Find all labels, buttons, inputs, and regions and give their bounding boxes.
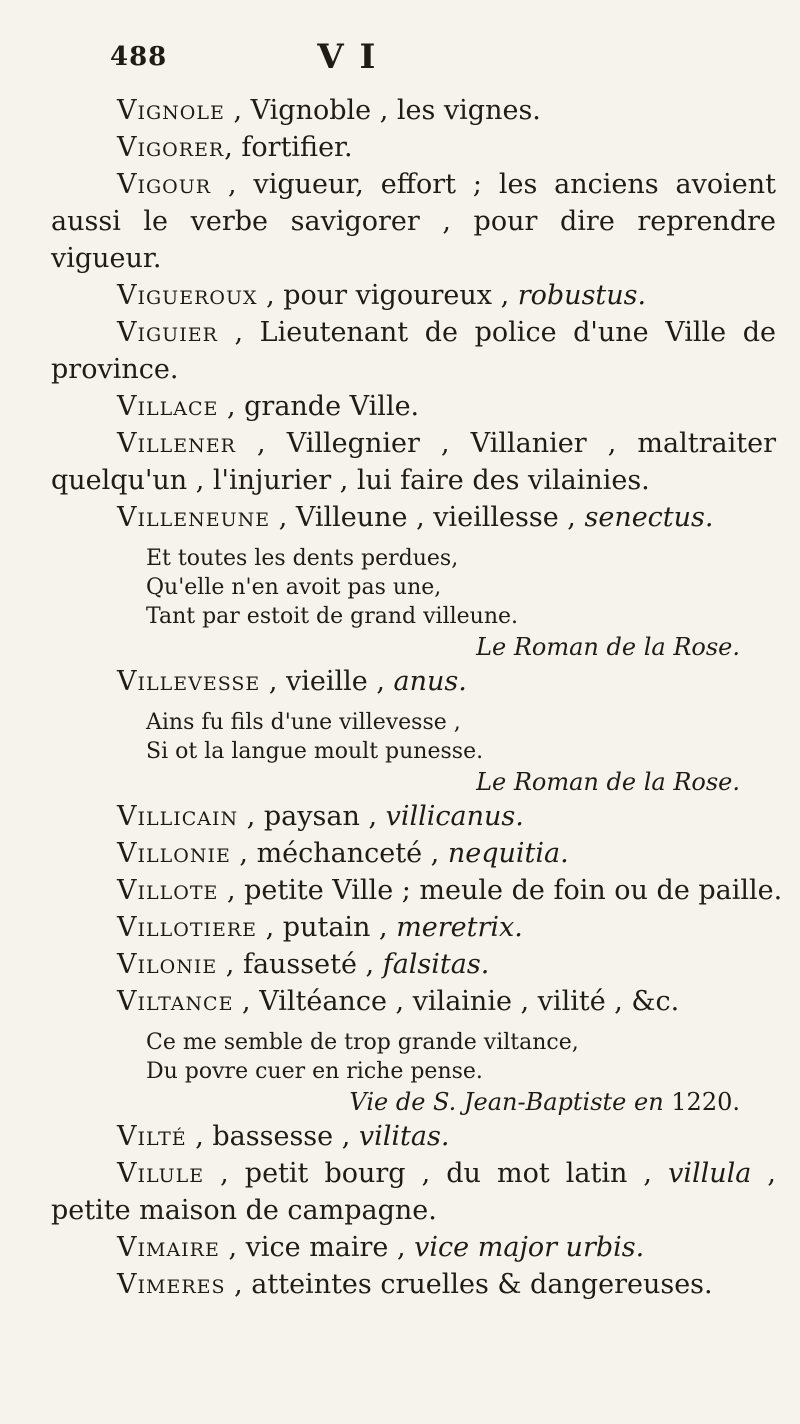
quotation (146, 700, 740, 798)
definition: , fausseté , (217, 949, 383, 980)
headword: Vilté (117, 1121, 187, 1152)
entry-vigueroux (51, 277, 776, 314)
latin-gloss: villicanus. (385, 801, 524, 832)
latin-gloss: robustus. (517, 280, 647, 311)
quote-source-title: Vie de S. Jean-Baptiste en (349, 1088, 664, 1116)
definition: , Lieutenant de police d'une Ville de province. (51, 317, 776, 385)
quote-line: Qu'elle n'en avoit pas une, (146, 575, 442, 600)
headword: Villonie (117, 838, 231, 869)
quotation (146, 536, 740, 663)
definition: , grande Ville. (218, 391, 420, 422)
definition: , vieille , (260, 666, 394, 697)
entry-vigorer (51, 129, 776, 166)
definition: , petite Ville ; meule de foin ou de paille. (218, 875, 783, 906)
entry-vimaire (51, 1229, 776, 1266)
entry-villonie (51, 835, 776, 872)
headword: Villevesse (117, 666, 261, 697)
definition: , vigueur, effort ; les anciens avoient aussi le verbe savigorer , pour dire reprendre vigueur. (51, 169, 776, 274)
entry-vilte (51, 1118, 776, 1155)
quote-line: Du povre cuer en riche pense. (146, 1059, 483, 1084)
entry-vimeres (51, 1266, 776, 1303)
entry-villeneune (51, 499, 776, 536)
headword: Villeneune (117, 502, 271, 533)
definition-continued: , petite maison de campagne. (51, 1158, 776, 1226)
entry-villicain (51, 798, 776, 835)
page-header (110, 37, 690, 77)
definition: , bassesse , (186, 1121, 359, 1152)
headword: Viguier (117, 317, 218, 348)
entry-villener (51, 425, 776, 499)
quote-source (146, 1086, 740, 1118)
definition: , putain , (257, 912, 397, 943)
definition: , Vignoble , les vignes. (224, 95, 541, 126)
latin-gloss: vilitas. (358, 1121, 450, 1152)
page-number: 488 (110, 42, 168, 72)
dictionary-text (0, 92, 800, 1303)
quote-line: Ains fu fils d'une villevesse , (146, 710, 461, 735)
entry-vigour (51, 166, 776, 277)
entry-vilonie (51, 946, 776, 983)
latin-gloss: villula (668, 1158, 752, 1189)
entry-villotiere (51, 909, 776, 946)
entry-viltance (51, 983, 776, 1020)
entry-viguier (51, 314, 776, 388)
entry-villace (51, 388, 776, 425)
entry-vilule (51, 1155, 776, 1229)
headword: Villicain (117, 801, 239, 832)
headword: Vigorer (117, 132, 225, 163)
definition: , petit bourg , du mot latin , (204, 1158, 669, 1189)
entry-villote (51, 872, 783, 909)
latin-gloss: anus. (393, 666, 467, 697)
definition: , vice maire , (219, 1232, 415, 1263)
headword: Villace (117, 391, 219, 422)
headword: Vimaire (117, 1232, 220, 1263)
headword: Villote (117, 875, 219, 906)
headword: Villotiere (117, 912, 258, 943)
latin-gloss: nequitia. (447, 838, 569, 869)
entry-vignole (51, 92, 776, 129)
headword: Vilonie (117, 949, 218, 980)
running-head: V I (317, 37, 378, 77)
headword: Vigour (117, 169, 212, 200)
latin-gloss: senectus. (584, 502, 714, 533)
latin-gloss: vice major urbis. (414, 1232, 645, 1263)
latin-gloss: meretrix. (396, 912, 523, 943)
quote-source-year: 1220. (663, 1088, 740, 1116)
headword: Vignole (117, 95, 225, 126)
definition: , Villeune , vieillesse , (270, 502, 585, 533)
quote-source: Le Roman de la Rose. (476, 633, 740, 661)
quote-line: Ce me semble de trop grande viltance, (146, 1030, 579, 1055)
quotation (146, 1020, 740, 1118)
definition: , pour vigoureux , (257, 280, 518, 311)
definition: , méchanceté , (230, 838, 448, 869)
definition: , Viltéance , vilainie , vilité , &c. (233, 986, 680, 1017)
headword: Viltance (117, 986, 234, 1017)
definition: , Villegnier , Villanier , maltraiter quelqu'un , l'injurier , lui faire des vilainies. (51, 428, 776, 496)
definition: , fortifier. (224, 132, 353, 163)
headword: Vilule (117, 1158, 205, 1189)
headword: Vimeres (117, 1269, 226, 1300)
definition: , atteintes cruelles & dangereuses. (225, 1269, 713, 1300)
quote-source: Le Roman de la Rose. (476, 768, 740, 796)
entry-villevesse (51, 663, 776, 700)
headword: Vigueroux (117, 280, 258, 311)
definition: , paysan , (238, 801, 386, 832)
quote-line: Si ot la langue moult punesse. (146, 739, 484, 764)
latin-gloss: falsitas. (382, 949, 490, 980)
headword: Villener (117, 428, 236, 459)
quote-line: Et toutes les dents perdues, (146, 546, 459, 571)
quote-line: Tant par estoit de grand villeune. (146, 604, 519, 629)
